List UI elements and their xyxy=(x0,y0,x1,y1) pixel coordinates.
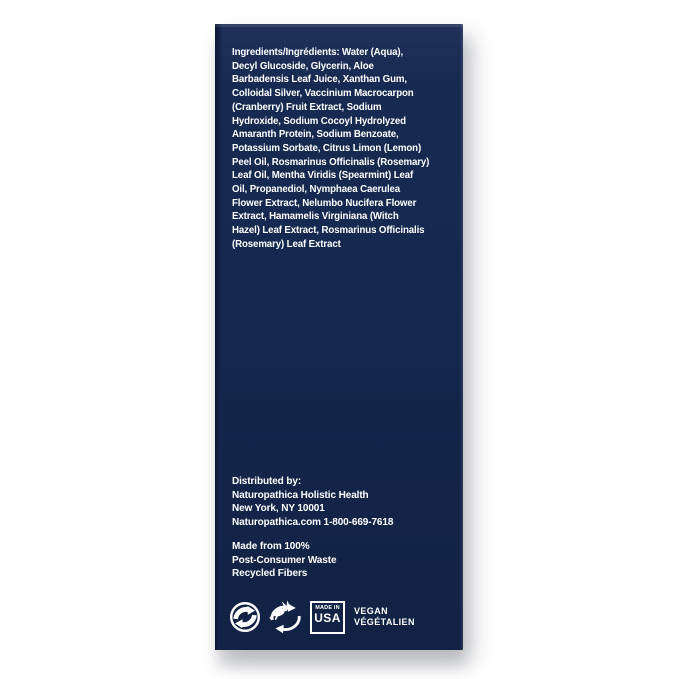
ingredients-line: Hydroxide, Sodium Cocoyl Hydrolyzed xyxy=(232,115,406,127)
recycled-line: Made from 100% xyxy=(232,541,310,552)
green-dot-recycling-icon xyxy=(228,600,262,634)
ingredients-line: Hazel) Leaf Extract, Rosmarinus Officinalis xyxy=(232,225,425,237)
box-top-edge-highlight xyxy=(215,24,463,27)
vegan-label xyxy=(354,606,415,629)
distributor-block xyxy=(232,475,393,529)
made-in-usa-row xyxy=(310,612,344,625)
ingredients-first-line xyxy=(232,46,452,60)
product-box-back-panel xyxy=(215,24,463,650)
made-in-usa-badge xyxy=(310,601,345,634)
ingredients-label: Ingredients/Ingrédients: xyxy=(232,47,340,58)
distributor-line: Naturopathica Holistic Health xyxy=(232,489,369,501)
ingredients-lines xyxy=(232,60,452,252)
ingredients-line: Peel Oil, Rosmarinus Officinalis (Rosemary) xyxy=(232,156,430,168)
certification-badges-row xyxy=(228,597,415,637)
distributor-line: Distributed by: xyxy=(232,476,302,487)
ingredients-line: Colloidal Silver, Vaccinium Macrocarpon xyxy=(232,88,414,100)
vegan-line: VÉGÉTALIEN xyxy=(354,617,415,627)
vegan-line: VEGAN xyxy=(354,605,389,616)
ingredients-line: (Rosemary) Leaf Extract xyxy=(232,238,341,250)
distributor-line: Naturopathica.com 1-800-669-7618 xyxy=(232,516,394,528)
distributor-line: New York, NY 10001 xyxy=(232,503,325,515)
made-in-usa-bottom-text: USA xyxy=(314,610,341,625)
recycled-line: Recycled Fibers xyxy=(232,568,308,580)
recycled-fibers-block xyxy=(232,540,336,581)
ingredients-block xyxy=(232,46,452,252)
made-in-usa-top-text: MADE IN xyxy=(315,604,340,611)
ingredients-line: Oil, Propanediol, Nymphaea Caerulea xyxy=(232,184,401,196)
ingredients-line: Barbadensis Leaf Juice, Xanthan Gum, xyxy=(232,74,407,86)
ingredients-line: Leaf Oil, Mentha Viridis (Spearmint) Leaf xyxy=(232,170,414,182)
ingredients-first-line-rest: Water (Aqua), xyxy=(339,47,404,58)
ingredients-line: Decyl Glucoside, Glycerin, Aloe xyxy=(232,60,374,72)
recycled-line: Post-Consumer Waste xyxy=(232,554,337,566)
leaping-bunny-cruelty-free-icon xyxy=(265,598,306,636)
ingredients-line: (Cranberry) Fruit Extract, Sodium xyxy=(232,101,382,113)
ingredients-line: Flower Extract, Nelumbo Nucifera Flower xyxy=(232,197,417,209)
ingredients-line: Amaranth Protein, Sodium Benzoate, xyxy=(232,129,399,141)
usa-flag-stripe-right xyxy=(343,612,345,624)
ingredients-line: Extract, Hamamelis Virginiana (Witch xyxy=(232,211,399,223)
ingredients-line: Potassium Sorbate, Citrus Limon (Lemon) xyxy=(232,142,422,154)
